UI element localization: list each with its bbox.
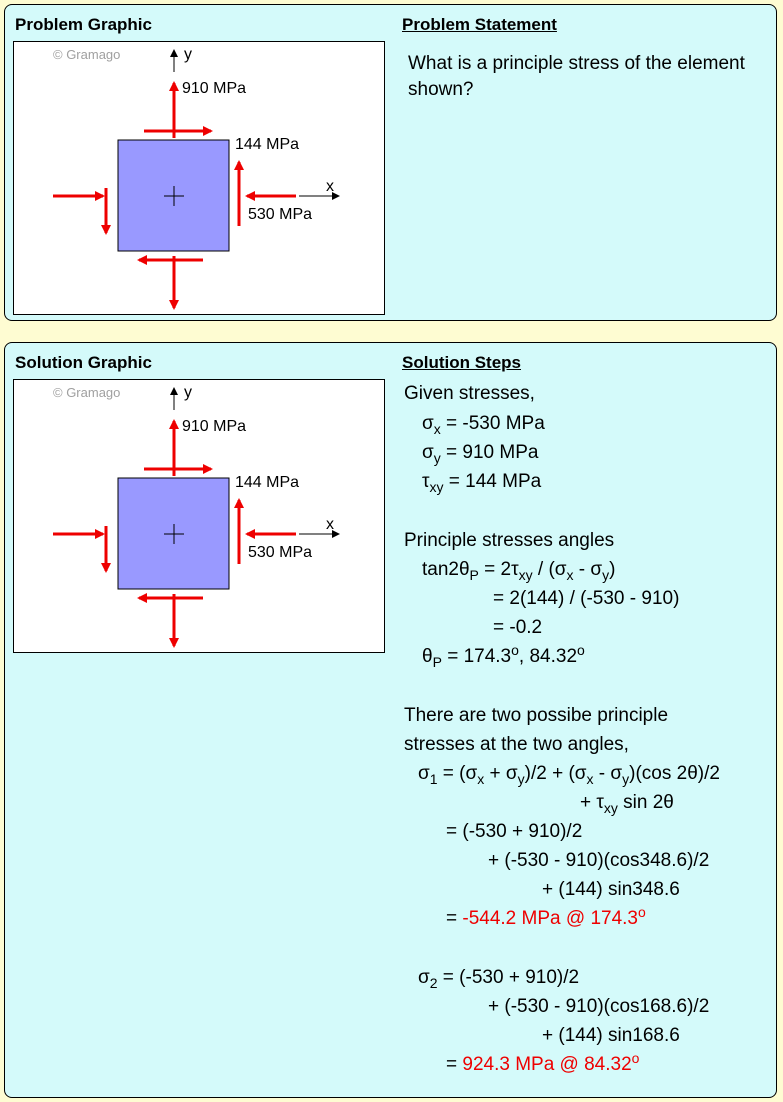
sigma-x-label: 530 MPa bbox=[248, 206, 313, 223]
sigma1-formula-cont: + $\tau_{xy}$ sin 2θ bbox=[580, 792, 674, 816]
theta-p-result: $\theta_P = 174.3^o$, 84.32$^o$ bbox=[422, 642, 585, 670]
problem-graphic-title: Problem Graphic bbox=[15, 15, 152, 34]
solution-steps-title: Solution Steps bbox=[402, 353, 521, 372]
two-stresses-line2: stresses at the two angles, bbox=[404, 734, 629, 755]
sigma1-line3: + (144) sin348.6 bbox=[542, 879, 680, 900]
sigma-x-label: 530 MPa bbox=[248, 544, 313, 561]
problem-statement: What is a principle stress of the element shown? bbox=[408, 53, 745, 100]
problem-graphic bbox=[13, 41, 385, 315]
tau-xy-given: $\tau_{xy} = 144$ MPa bbox=[422, 471, 542, 495]
tau-label: 144 MPa bbox=[235, 474, 300, 491]
x-axis-label: x bbox=[326, 516, 334, 533]
sigma2-line2: + (-530 - 910)(cos168.6)/2 bbox=[488, 996, 710, 1017]
problem-statement-title: Problem Statement bbox=[402, 15, 557, 34]
tan-line2: = 2(144) / (-530 - 910) bbox=[493, 588, 680, 609]
sigma1-line1: = (-530 + 910)/2 bbox=[446, 821, 583, 842]
sigma2-formula: $\sigma_2 = (-530 + 910)/2$ bbox=[418, 967, 580, 991]
tau-label: 144 MPa bbox=[235, 136, 300, 153]
sigma2-result: = 924.3 MPa @ 84.32$^o$ bbox=[446, 1050, 640, 1075]
problem-panel bbox=[4, 4, 777, 321]
copyright: © Gramago bbox=[53, 385, 121, 400]
solution-graphic-title: Solution Graphic bbox=[15, 353, 152, 372]
sigma-y-given: $\sigma_y = 910$ MPa bbox=[422, 442, 539, 466]
sigma-y-label: 910 MPa bbox=[182, 80, 247, 97]
tan-line3: = -0.2 bbox=[493, 617, 543, 638]
sigma-x-given: $\sigma_x = -530$ MPa bbox=[422, 413, 545, 437]
copyright: © Gramago bbox=[53, 47, 121, 62]
sigma1-result: = -544.2 MPa @ 174.3$^o$ bbox=[446, 904, 646, 929]
sigma1-formula: $\sigma_1 = (\sigma_x + \sigma_y)/2 + (\sigma_x - \sigma_y)(\cos$ 2θ)/2 bbox=[418, 763, 720, 787]
sigma-y-label: 910 MPa bbox=[182, 418, 247, 435]
tan-equation: $\tan 2\theta_P = 2\tau_{xy} / (\sigma_x - \sigma_y)$ bbox=[422, 559, 616, 583]
sigma2-line3: + (144) sin168.6 bbox=[542, 1025, 680, 1046]
given-heading: Given stresses, bbox=[404, 383, 535, 404]
solution-graphic bbox=[13, 379, 385, 653]
two-stresses-line1: There are two possibe principle bbox=[404, 705, 669, 726]
y-axis-label: y bbox=[184, 46, 192, 63]
solution-panel bbox=[4, 342, 777, 1098]
angles-heading: Principle stresses angles bbox=[404, 530, 615, 551]
x-axis-label: x bbox=[326, 178, 334, 195]
sigma1-line2: + (-530 - 910)(cos348.6)/2 bbox=[488, 850, 710, 871]
y-axis-label: y bbox=[184, 384, 192, 401]
